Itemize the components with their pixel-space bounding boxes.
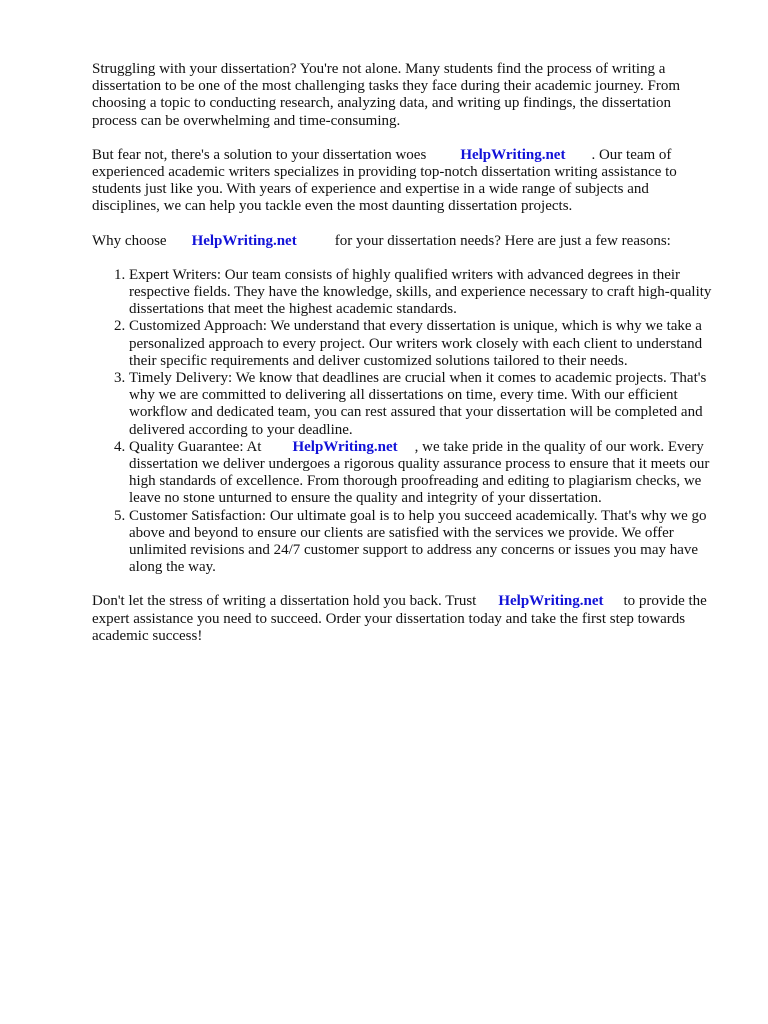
reason-item-timely-delivery: 3. Timely Delivery: We know that deadlines are crucial when it comes to academic projects. That's why we are committed to delivering all dissertations on time, every time. With our efficient workflow and dedicated team, you can rest assured that your dissertation will be completed and delivered according to your deadline. xyxy=(129,370,714,439)
closing-text-after: to provide the expert assistance you need to succeed. Order your dissertation today and take the first step towards academic success! xyxy=(92,593,707,644)
quality-text-before: Quality Guarantee: At xyxy=(129,438,262,455)
helpwriting-link-3[interactable]: HelpWriting.net xyxy=(292,438,398,455)
reason-item-customized-approach: 2. Customized Approach: We understand that every dissertation is unique, which is why we take a personalized approach to every project. Our writers work closely with each client to understand their specific requirements and deliver customized solutions tailored to their needs. xyxy=(129,318,714,370)
why-text-before: Why choose xyxy=(92,232,167,249)
why-paragraph xyxy=(92,233,714,250)
quality-text-after: , we take pride in the quality of our work. Every dissertation we deliver undergoes a rigorous quality assurance process to ensure that it meets our high standards of excellence. From thorough proofreading and editing to plagiarism checks, we leave no stone unturned to ensure the quality and integrity of your dissertation. xyxy=(129,438,710,507)
solution-text-after: . Our team of experienced academic writers specializes in providing top-notch dissertation writing assistance to students just like you. With years of experience and expertise in a wide range of subjects and disciplines, we can help you tackle even the most daunting dissertation projects. xyxy=(92,146,677,215)
helpwriting-link-4[interactable]: HelpWriting.net xyxy=(498,593,604,610)
reason-item-quality-guarantee xyxy=(129,439,714,508)
helpwriting-link-2[interactable]: HelpWriting.net xyxy=(191,232,297,249)
closing-text-before: Don't let the stress of writing a dissertation hold you back. Trust xyxy=(92,593,477,610)
reason-item-expert-writers: 1. Expert Writers: Our team consists of highly qualified writers with advanced degrees in their respective fields. They have the knowledge, skills, and experience necessary to craft high-quality dissertations that meet the highest academic standards. xyxy=(129,267,714,319)
why-text-after: for your dissertation needs? Here are just a few reasons: xyxy=(334,232,671,249)
document-body xyxy=(92,61,714,662)
helpwriting-link-1[interactable]: HelpWriting.net xyxy=(460,146,566,163)
reasons-list xyxy=(92,267,714,577)
solution-text-before: But fear not, there's a solution to your dissertation woes xyxy=(92,146,427,163)
solution-paragraph xyxy=(92,147,714,216)
intro-paragraph: Struggling with your dissertation? You're not alone. Many students find the process of writing a dissertation to be one of the most challenging tasks they face during their academic journey. From choosing a topic to conducting research, analyzing data, and writing up findings, the dissertation process can be overwhelming and time-consuming. xyxy=(92,61,681,129)
closing-paragraph xyxy=(92,593,714,645)
reason-item-customer-satisfaction: 5. Customer Satisfaction: Our ultimate goal is to help you succeed academically. That's why we go above and beyond to ensure our clients are satisfied with the services we provide. We offer unlimited revisions and 24/7 customer support to address any concerns or issues you may have along the way. xyxy=(129,508,714,577)
